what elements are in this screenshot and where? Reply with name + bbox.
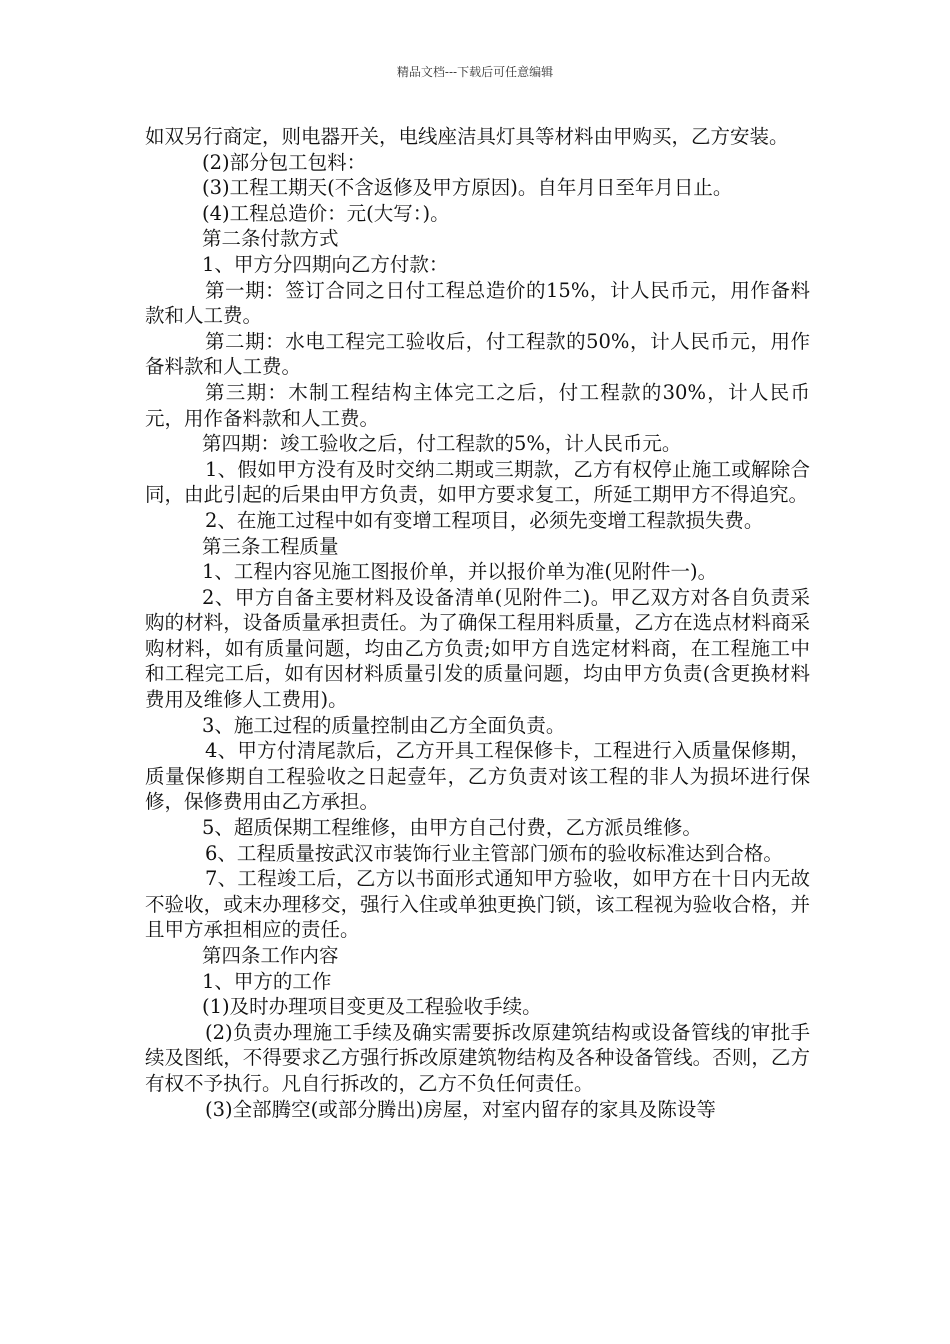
paragraph: (3)工程工期天(不含返修及甲方原因)。自年月日至年月日止。 [202,176,733,200]
paragraph: 第二期：水电工程完工验收后，付工程款的50%，计人民币元，用作备料款和人工费。 [145,329,810,379]
paragraph: 如双另行商定，则电器开关，电线座洁具灯具等材料由甲购买，乙方安装。 [145,125,789,148]
page-header: 精品文档---下载后可任意编辑 [396,65,554,79]
document-body [145,124,810,1122]
section-heading: 第二条付款方式 [202,227,339,251]
paragraph: 4、甲方付清尾款后，乙方开具工程保修卡，工程进行入质量保修期，质量保修期自工程验收之日起壹年，乙方负责对该工程的非人为损坏进行保修，保修费用由乙方承担。 [145,739,810,814]
paragraph: (2)负责办理施工手续及确实需要拆改原建筑结构或设备管线的审批手续及图纸，不得要求乙方强行拆改原建筑物结构及各种设备管线。否则，乙方有权不予执行。凡自行拆改的，乙方不负任何责任。 [145,1020,810,1095]
section-heading: 第四条工作内容 [202,944,339,967]
paragraph: 7、工程竣工后，乙方以书面形式通知甲方验收，如甲方在十日内无故不验收，或末办理移交，强行入住或单独更换门锁，该工程视为验收合格，并且甲方承担相应的责任。 [145,867,810,942]
paragraph: 1、甲方的工作 [202,969,332,993]
paragraph: (1)及时办理项目变更及工程验收手续。 [202,995,542,1019]
paragraph: 2、甲方自备主要材料及设备清单(见附件二)。甲乙双方对各自负责采购的材料，设备质量承担责任。为了确保工程用料质量，乙方在选点材料商采购材料，如有质量问题，均由乙方负责;如甲方自选定材料商，在工程施工中和工程完工后，如有因材料质量引发的质量问题，均由甲方负责(含更换材料费用及维修人工费用)。 [145,585,810,712]
paragraph: 1、假如甲方没有及时交纳二期或三期款，乙方有权停止施工或解除合同，由此引起的后果由甲方负责，如甲方要求复工，所延工期甲方不得追究。 [145,457,810,507]
paragraph: 3、施工过程的质量控制由乙方全面负责。 [202,713,566,737]
paragraph: 第一期：签订合同之日付工程总造价的15%，计人民币元，用作备料款和人工费。 [145,278,810,328]
paragraph: 第三期：木制工程结构主体完工之后，付工程款的30%，计人民币元，用作备料款和人工费。 [145,380,810,430]
paragraph: 第四期：竣工验收之后，付工程款的5%，计人民币元。 [202,432,682,456]
paragraph: 1、甲方分四期向乙方付款： [202,252,449,276]
section-heading: 第三条工程质量 [202,534,339,558]
paragraph: (4)工程总造价：元(大写：)。 [202,201,450,225]
paragraph: 6、工程质量按武汉市装饰行业主管部门颁布的验收标准达到合格。 [205,841,783,865]
paragraph: (3)全部腾空(或部分腾出)房屋，对室内留存的家具及陈设等 [205,1097,716,1121]
paragraph: (2)部分包工包料： [202,150,367,174]
paragraph: 1、工程内容见施工图报价单，并以报价单为准(见附件一)。 [202,560,718,584]
paragraph: 5、超质保期工程维修，由甲方自己付费，乙方派员维修。 [202,816,702,840]
paragraph: 2、在施工过程中如有变增工程项目，必须先变增工程款损失费。 [205,508,764,532]
